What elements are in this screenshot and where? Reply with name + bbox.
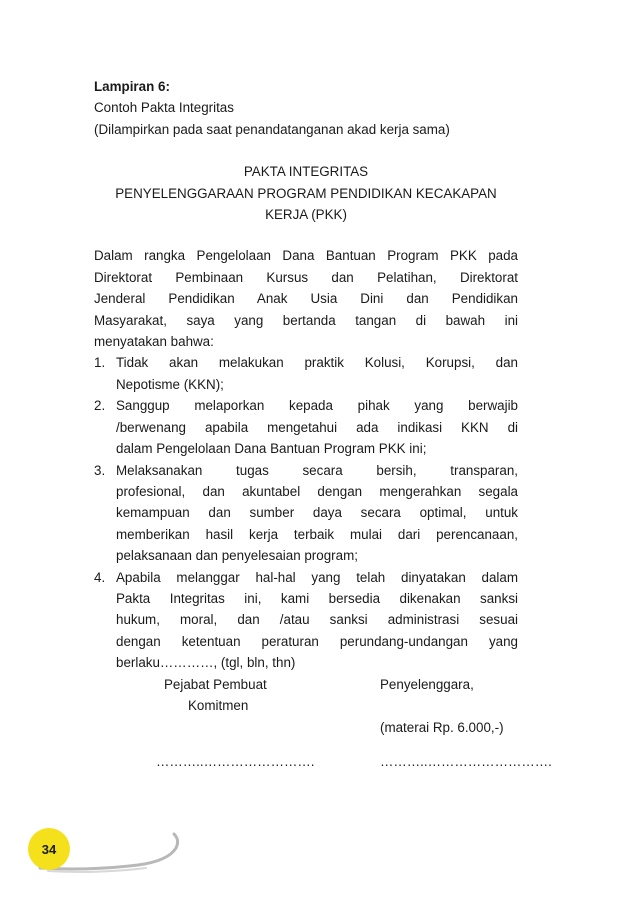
list-item <box>94 460 518 567</box>
intro-paragraph <box>94 245 518 352</box>
item-line: dalam Pengelolaan Dana Bantuan Program PKK ini; <box>116 441 427 457</box>
item-line: Sanggup melaporkan kepada pihak yang berwajib <box>116 398 518 414</box>
item-line: Tidak akan melakukan praktik Kolusi, Korupsi, dan <box>116 355 518 371</box>
item-number: 4. <box>94 569 106 585</box>
list-item <box>94 567 518 674</box>
document-title <box>94 161 518 225</box>
signature-block <box>94 674 552 769</box>
signatory-right-title: Penyelenggara, <box>380 676 474 692</box>
item-line: berlaku…………, (tgl, bln, thn) <box>116 655 296 671</box>
signature-line-left: ………..……………………. <box>156 753 315 769</box>
page-number-badge <box>28 828 70 870</box>
intro-line: Dalam rangka Pengelolaan Dana Bantuan Program PKK pada <box>94 248 518 264</box>
document-body <box>94 76 552 769</box>
item-line: pelaksanaan dan penyelesaian program; <box>116 548 358 564</box>
item-number: 1. <box>94 355 106 371</box>
item-line: hukum, moral, dan /atau sanksi administrasi sesuai <box>116 612 518 628</box>
signatory-left-title-2: Komitmen <box>188 697 249 713</box>
statement-list <box>94 352 518 673</box>
attachment-label: Lampiran 6: <box>94 79 170 94</box>
item-line: /berwenang apabila mengetahui ada indikasi KKN di <box>116 419 518 435</box>
item-line: Nepotisme (KKN); <box>116 376 224 392</box>
item-line: Melaksanakan tugas secara bersih, transparan, <box>116 462 518 478</box>
item-line: kemampuan dan sumber daya secara optimal, untuk <box>116 505 518 521</box>
title-line-3: KERJA (PKK) <box>265 207 347 223</box>
title-line-1: PAKTA INTEGRITAS <box>243 164 369 180</box>
item-number: 3. <box>94 462 106 478</box>
page-footer <box>28 828 188 874</box>
signatory-left-title: Pejabat Pembuat <box>164 676 267 692</box>
intro-line: menyatakan bahwa: <box>94 334 214 350</box>
materai-note: (materai Rp. 6.000,-) <box>380 719 504 735</box>
item-line: Pakta Integritas ini, kami bersedia dikenakan sanksi <box>116 590 518 606</box>
title-line-2: PENYELENGGARAAN PROGRAM PENDIDIKAN KECAKAPAN <box>115 185 497 201</box>
list-item <box>94 352 518 395</box>
item-line: Apabila melanggar hal-hal yang telah dinyatakan dalam <box>116 569 518 585</box>
intro-line: Masyarakat, saya yang bertanda tangan di bawah ini <box>94 312 518 328</box>
intro-line: Jenderal Pendidikan Anak Usia Dini dan Pendidikan <box>94 291 518 307</box>
item-line: profesional, dan akuntabel dengan mengerahkan segala <box>116 483 518 499</box>
item-line: memberikan hasil kerja terbaik mulai dari perencanaan, <box>116 526 518 542</box>
document-name: Contoh Pakta Integritas <box>94 100 234 116</box>
intro-line: Direktorat Pembinaan Kursus dan Pelatihan, Direktorat <box>94 269 518 285</box>
page-number: 34 <box>41 841 57 857</box>
item-number: 2. <box>94 398 106 414</box>
document-note: (Dilampirkan pada saat penandatanganan akad kerja sama) <box>94 121 450 137</box>
signature-line-right: ………..………………………. <box>380 753 552 769</box>
item-line: dengan ketentuan peraturan perundang-undangan yang <box>116 633 518 649</box>
list-item <box>94 395 518 459</box>
